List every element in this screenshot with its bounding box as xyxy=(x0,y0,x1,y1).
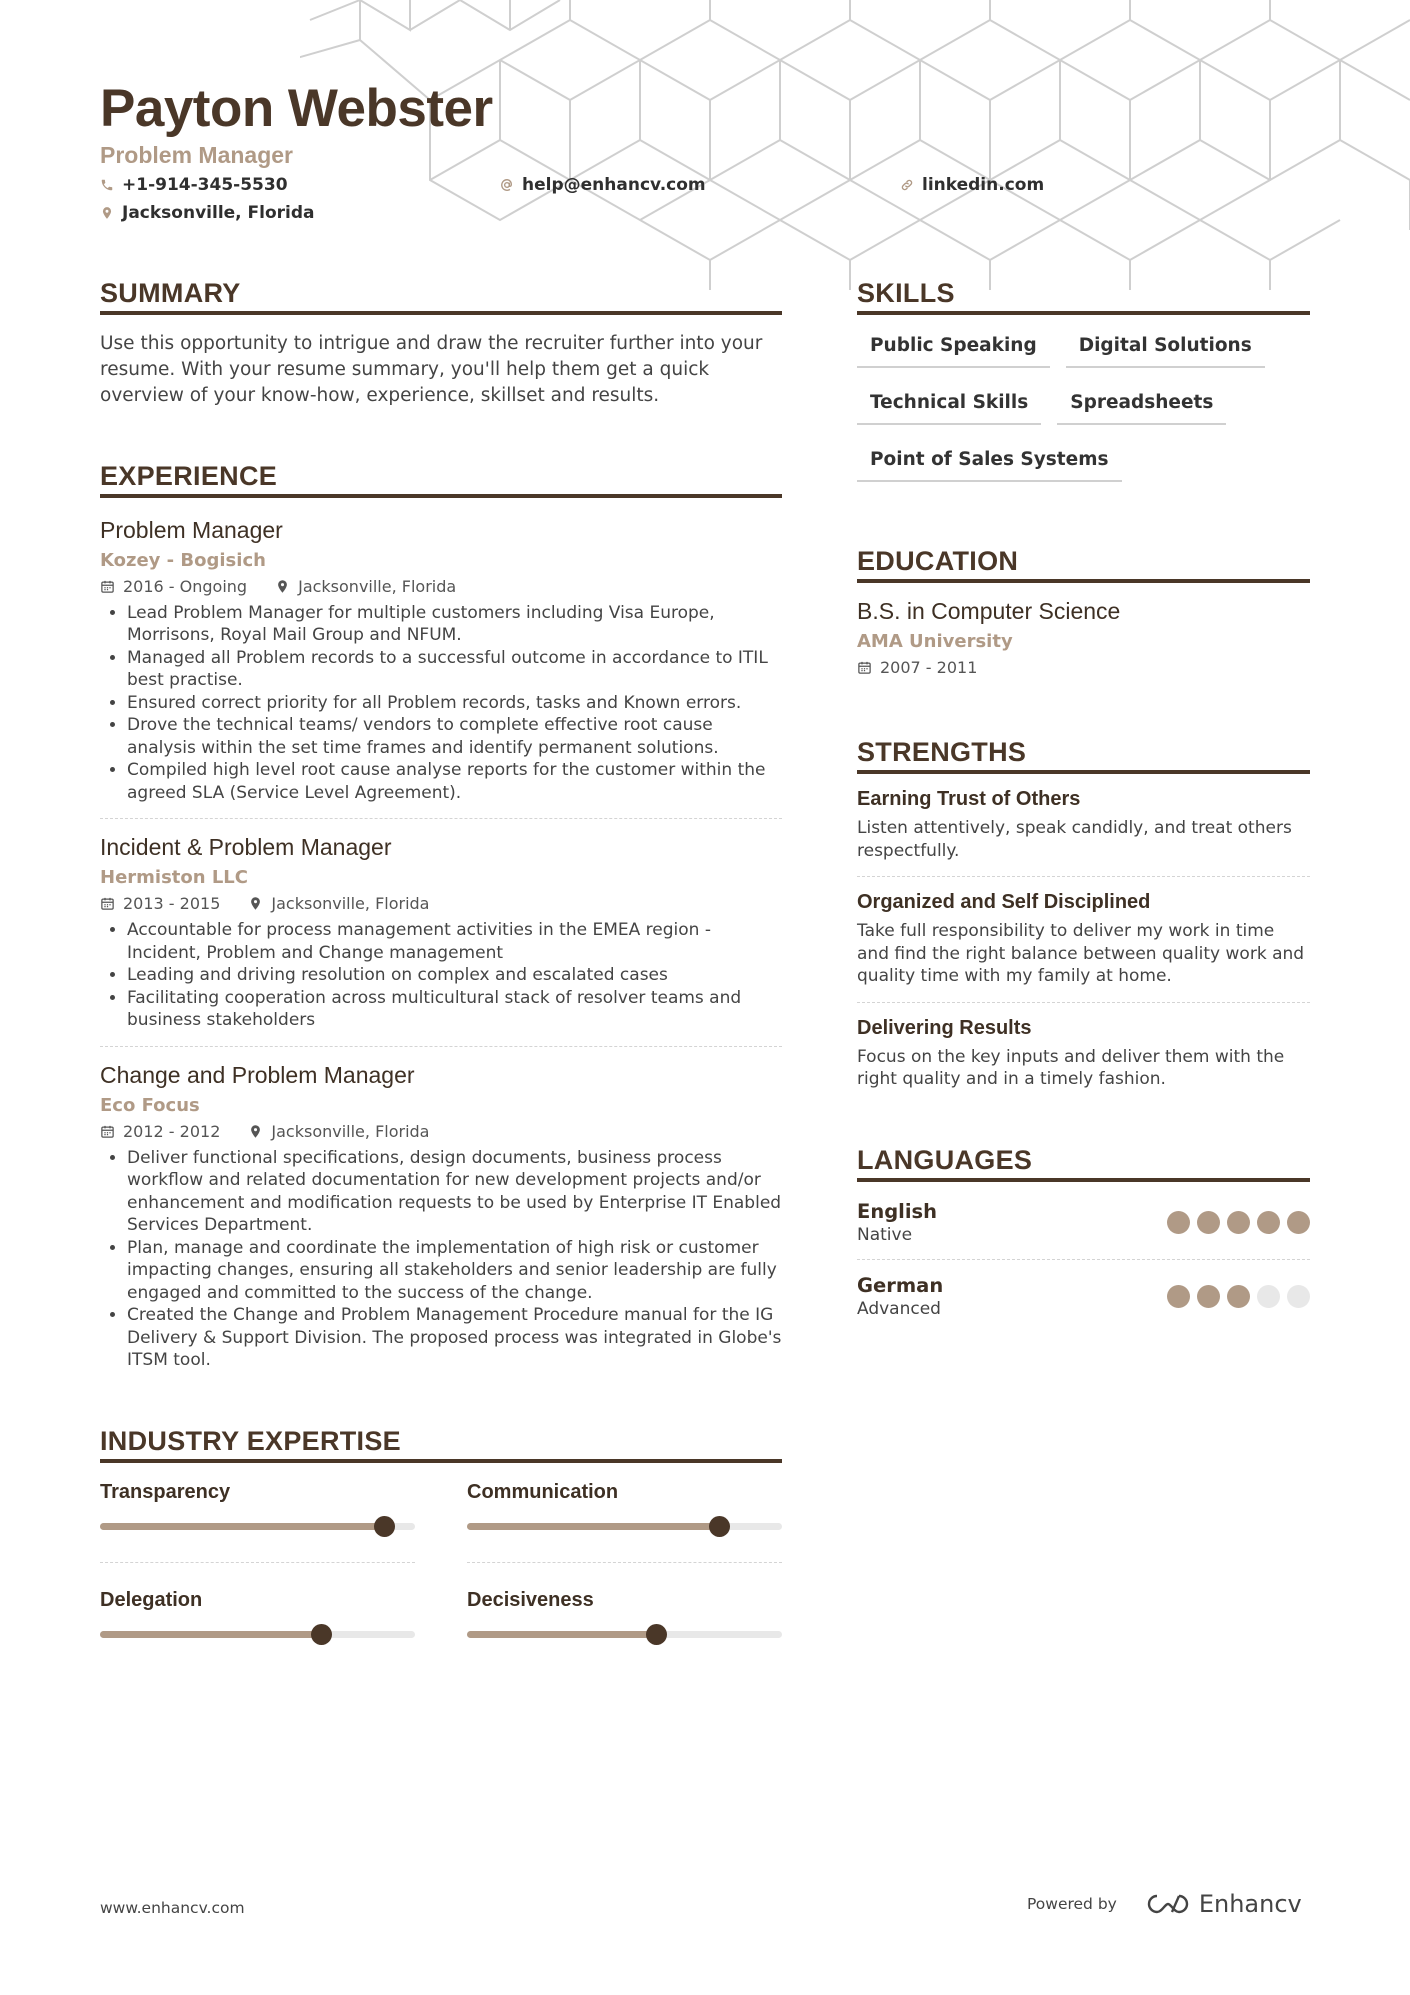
job-location xyxy=(275,577,456,596)
language-item xyxy=(857,1200,1310,1260)
expertise-slider[interactable] xyxy=(467,1624,782,1644)
skills-section xyxy=(857,278,1310,482)
expertise-label: Transparency xyxy=(100,1480,231,1503)
skill-tag: Public Speaking xyxy=(857,329,1050,368)
location-pin-icon xyxy=(248,896,263,911)
experience-heading: EXPERIENCE xyxy=(100,461,782,498)
expertise-slider[interactable] xyxy=(100,1516,415,1536)
slider-knob[interactable] xyxy=(311,1624,332,1645)
strength-description: Focus on the key inputs and deliver them with the right quality and in a timely fashion. xyxy=(857,1046,1285,1090)
job-title: Change and Problem Manager xyxy=(100,1061,415,1088)
slider-knob[interactable] xyxy=(646,1624,667,1645)
expertise-item xyxy=(467,1481,782,1563)
rating-dot-filled xyxy=(1197,1211,1220,1234)
rating-dot-filled xyxy=(1167,1285,1190,1308)
industry-expertise-section xyxy=(100,1426,782,1696)
skills-heading: SKILLS xyxy=(857,278,1310,315)
strength-title: Organized and Self Disciplined xyxy=(857,891,1151,914)
education-heading: EDUCATION xyxy=(857,546,1310,583)
job-dates-text: 2012 - 2012 xyxy=(123,1121,221,1141)
expertise-slider[interactable] xyxy=(467,1516,782,1536)
left-column xyxy=(100,278,782,1696)
job-location xyxy=(248,1122,429,1141)
calendar-icon xyxy=(100,579,115,594)
job-bullet: • Accountable for process management activities in the EMEA region - Incident, Problem and Change management xyxy=(127,919,782,964)
location-text: Jacksonville, Florida xyxy=(122,203,315,224)
rating-dot-empty xyxy=(1257,1285,1280,1308)
job-bullet: • Leading and driving resolution on complex and escalated cases xyxy=(127,964,782,987)
education-meta xyxy=(857,658,1310,677)
strength-title: Delivering Results xyxy=(857,1016,1032,1039)
experience-section xyxy=(100,461,782,1386)
phone-icon xyxy=(100,178,114,192)
job-dates xyxy=(100,894,220,913)
rating-dot-filled xyxy=(1167,1211,1190,1234)
link-icon xyxy=(900,178,914,192)
school-name: AMA University xyxy=(857,630,1013,652)
skill-tag: Point of Sales Systems xyxy=(857,443,1122,482)
language-name: German xyxy=(857,1273,944,1297)
language-rating xyxy=(1167,1285,1310,1308)
languages-list xyxy=(857,1200,1310,1333)
job-dates xyxy=(100,1122,220,1141)
job-bullet: • Managed all Problem records to a successful outcome in accordance to ITIL best practise. xyxy=(127,647,782,692)
summary-text: Use this opportunity to intrigue and draw the recruiter further into your resume. With your resume summary, you'll help them get a quick overview of your know-how, experience, skillset and results. xyxy=(100,333,763,407)
expertise-label: Delegation xyxy=(100,1588,203,1611)
job-bullets xyxy=(100,602,782,805)
powered-by-text: Powered by xyxy=(1027,1895,1117,1913)
expertise-item xyxy=(100,1481,415,1563)
strength-description: Take full responsibility to deliver my work in time and find the right balance between quality work and quality time with my family at home. xyxy=(857,921,1305,987)
brand-logo[interactable] xyxy=(1145,1890,1302,1918)
job-title: Problem Manager xyxy=(100,517,283,544)
slider-fill xyxy=(100,1523,384,1530)
calendar-icon xyxy=(100,1124,115,1139)
rating-dot-empty xyxy=(1287,1285,1310,1308)
rating-dot-filled xyxy=(1227,1285,1250,1308)
job-bullet: • Ensured correct priority for all Problem records, tasks and Known errors. xyxy=(127,692,782,715)
skills-list xyxy=(857,329,1310,482)
location-pin-icon xyxy=(248,1124,263,1139)
experience-item xyxy=(100,1061,782,1386)
experience-list xyxy=(100,516,782,1386)
industry-expertise-heading: INDUSTRY EXPERTISE xyxy=(100,1426,782,1463)
experience-item xyxy=(100,833,782,1046)
at-icon xyxy=(500,178,514,192)
education-dates-text: 2007 - 2011 xyxy=(880,657,978,677)
language-level: Native xyxy=(857,1224,913,1245)
slider-fill xyxy=(100,1631,321,1638)
job-meta xyxy=(100,1122,782,1141)
summary-heading: SUMMARY xyxy=(100,278,782,315)
location-pin-icon xyxy=(275,579,290,594)
footer-website[interactable]: www.enhancv.com xyxy=(100,1899,245,1917)
job-location xyxy=(248,894,429,913)
email-text: help@enhancv.com xyxy=(522,175,706,196)
company-name: Kozey - Bogisich xyxy=(100,549,266,571)
language-item xyxy=(857,1274,1310,1333)
job-dates-text: 2016 - Ongoing xyxy=(123,576,248,596)
contact-location xyxy=(100,203,315,223)
expertise-slider[interactable] xyxy=(100,1624,415,1644)
job-bullet: • Drove the technical teams/ vendors to complete effective root cause analysis within the set time frames and identify permanent solutions. xyxy=(127,714,782,759)
language-info xyxy=(857,1274,943,1319)
strength-title: Earning Trust of Others xyxy=(857,788,1081,811)
job-meta xyxy=(100,577,782,596)
linkedin-text: linkedin.com xyxy=(922,175,1045,196)
slider-knob[interactable] xyxy=(709,1516,730,1537)
slider-fill xyxy=(467,1523,719,1530)
strength-item xyxy=(857,788,1310,877)
enhancv-logo-icon xyxy=(1145,1892,1191,1916)
strength-item xyxy=(857,891,1310,1003)
slider-fill xyxy=(467,1631,656,1638)
job-bullet: • Created the Change and Problem Management Procedure manual for the IG Delivery & Support Division. The proposed process was integrated in Globe's ITSM tool. xyxy=(127,1304,782,1372)
degree-title: B.S. in Computer Science xyxy=(857,598,1121,625)
job-dates xyxy=(100,577,247,596)
brand-name: Enhancv xyxy=(1198,1890,1302,1918)
expertise-item xyxy=(100,1589,415,1670)
location-pin-icon xyxy=(100,206,114,220)
languages-section xyxy=(857,1145,1310,1333)
education-dates xyxy=(857,658,977,677)
rating-dot-filled xyxy=(1257,1211,1280,1234)
resume-header xyxy=(100,80,1310,235)
skill-tag: Digital Solutions xyxy=(1066,329,1265,368)
rating-dot-filled xyxy=(1197,1285,1220,1308)
contact-email[interactable] xyxy=(500,175,706,195)
slider-knob[interactable] xyxy=(374,1516,395,1537)
language-level: Advanced xyxy=(857,1298,941,1319)
job-meta xyxy=(100,894,782,913)
job-location-text: Jacksonville, Florida xyxy=(271,894,430,914)
job-dates-text: 2013 - 2015 xyxy=(123,894,221,914)
expertise-item xyxy=(467,1589,782,1670)
strengths-section xyxy=(857,737,1310,1105)
skill-tag: Spreadsheets xyxy=(1057,386,1226,425)
strength-description: Listen attentively, speak candidly, and treat others respectfully. xyxy=(857,818,1292,861)
summary-section xyxy=(100,278,782,409)
candidate-name: Payton Webster xyxy=(100,79,493,138)
job-bullet: • Lead Problem Manager for multiple customers including Visa Europe, Morrisons, Royal Mail Group and NFUM. xyxy=(127,602,782,647)
job-bullet: • Plan, manage and coordinate the implementation of high risk or customer impacting changes, ensuring all stakeholders and senior leadership are fully engaged and committed to the success of the change. xyxy=(127,1237,782,1305)
language-rating xyxy=(1167,1211,1310,1234)
job-bullet: • Compiled high level root cause analyse reports for the customer within the agreed SLA (Service Level Agreement). xyxy=(127,759,782,804)
calendar-icon xyxy=(857,660,872,675)
skill-tag: Technical Skills xyxy=(857,386,1041,425)
contact-linkedin[interactable] xyxy=(900,175,1044,195)
footer-branding xyxy=(1027,1890,1302,1918)
job-bullets xyxy=(100,919,782,1032)
strengths-list xyxy=(857,788,1310,1105)
candidate-title: Problem Manager xyxy=(100,142,293,169)
languages-heading: LANGUAGES xyxy=(857,1145,1310,1182)
industry-expertise-grid xyxy=(100,1481,782,1696)
language-name: English xyxy=(857,1199,938,1223)
company-name: Hermiston LLC xyxy=(100,867,248,889)
company-name: Eco Focus xyxy=(100,1094,200,1116)
expertise-label: Communication xyxy=(467,1480,619,1503)
education-section xyxy=(857,546,1310,677)
job-bullets xyxy=(100,1147,782,1372)
experience-item xyxy=(100,516,782,819)
right-column xyxy=(857,278,1310,1347)
calendar-icon xyxy=(100,896,115,911)
rating-dot-filled xyxy=(1227,1211,1250,1234)
strengths-heading: STRENGTHS xyxy=(857,737,1310,774)
rating-dot-filled xyxy=(1287,1211,1310,1234)
strength-item xyxy=(857,1017,1310,1105)
contact-phone[interactable] xyxy=(100,175,288,195)
expertise-label: Decisiveness xyxy=(467,1588,594,1611)
phone-text: +1-914-345-5530 xyxy=(122,175,288,196)
contact-info xyxy=(100,175,1310,235)
job-bullet: • Deliver functional specifications, design documents, business process workflow and related documentation for new development projects and/or enhancement and modification requests to be used by Enterprise IT Enabled Services Department. xyxy=(127,1147,782,1237)
job-title: Incident & Problem Manager xyxy=(100,834,392,861)
job-bullet: • Facilitating cooperation across multicultural stack of resolver teams and business stakeholders xyxy=(127,987,782,1032)
job-location-text: Jacksonville, Florida xyxy=(298,576,457,596)
language-info xyxy=(857,1200,937,1245)
job-location-text: Jacksonville, Florida xyxy=(271,1121,430,1141)
